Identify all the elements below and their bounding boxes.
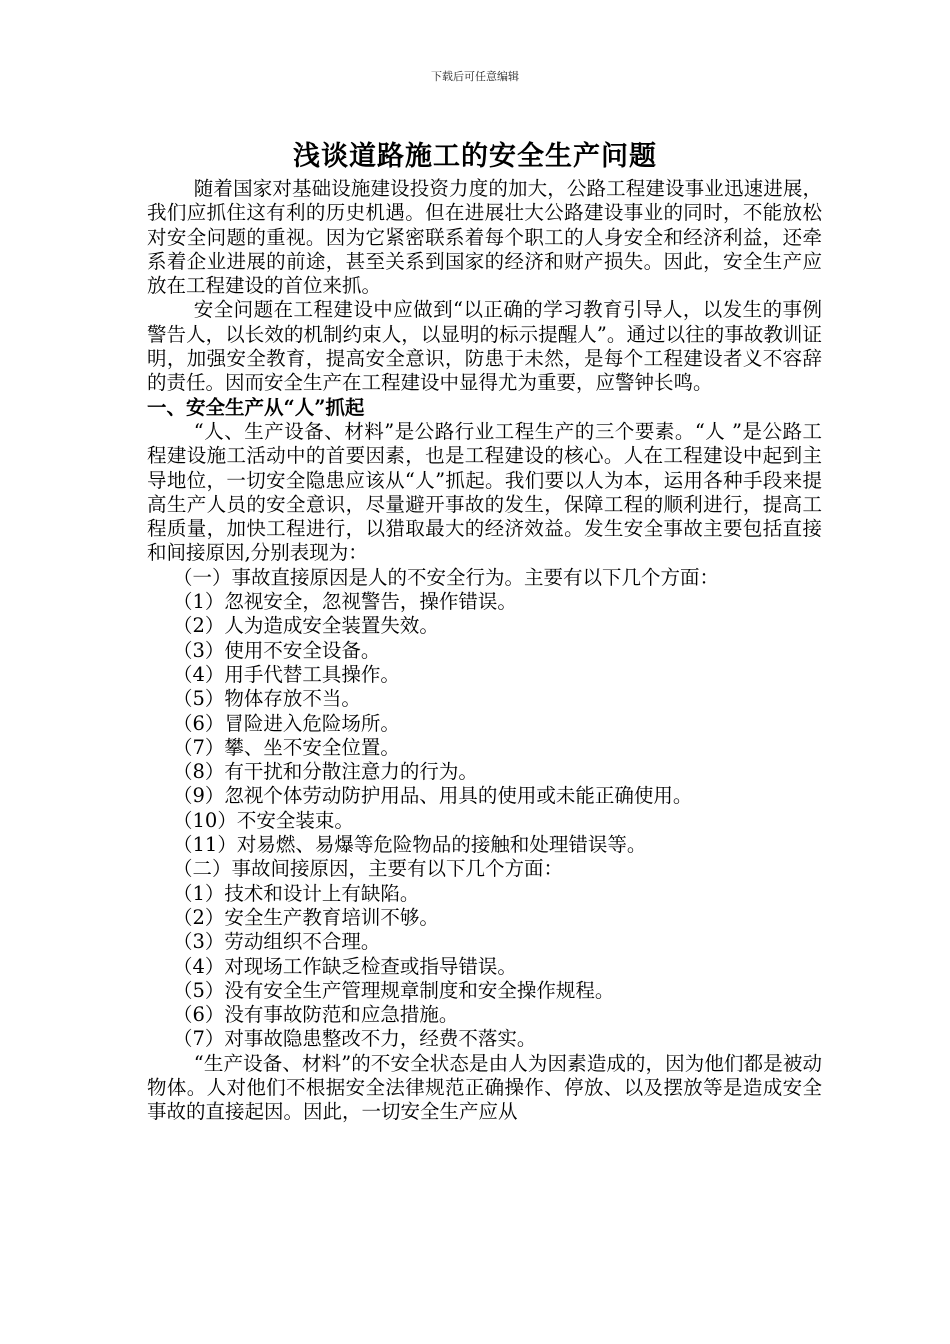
list-item: （2）安全生产教育培训不够。: [173, 905, 439, 929]
list-item: （11）对易燃、易爆等危险物品的接触和处理错误等。: [173, 833, 647, 857]
list-item: （8）有干扰和分散注意力的行为。: [173, 760, 478, 784]
list-item: （3）使用不安全设备。: [173, 638, 381, 662]
list-item: （2）人为造成安全装置失效。: [173, 614, 439, 638]
paragraph-equipment-materials: “生产设备、材料”的不安全状态是由人为因素造成的，因为他们都是被动物体。人对他们不根据安全法律规范正确操作、停放、以及摆放等是造成安全事故的直接起因。因此，一切安全生产应从: [147, 1051, 822, 1124]
list-item: （9）忽视个体劳动防护用品、用具的使用或未能正确使用。: [173, 784, 693, 808]
list-item: （7）攀、坐不安全位置。: [173, 735, 400, 759]
page-header: 下载后可任意编辑: [431, 70, 519, 83]
list-item: （6）冒险进入危险场所。: [173, 711, 400, 735]
list-item: （4）用手代替工具操作。: [173, 662, 400, 686]
list-item: （10）不安全装束。: [173, 808, 354, 832]
list-item: （1）忽视安全，忽视警告，操作错误。: [173, 590, 517, 614]
list-item: （3）劳动组织不合理。: [173, 930, 381, 954]
list-item: （5）没有安全生产管理规章制度和安全操作规程。: [173, 978, 615, 1002]
list-item: （7）对事故隐患整改不力，经费不落实。: [173, 1027, 537, 1051]
list-item: （4）对现场工作缺乏检查或指导错误。: [173, 954, 517, 978]
document-body: [147, 177, 822, 1125]
document-title: 浅谈道路施工的安全生产问题: [293, 141, 657, 172]
indirect-causes-list: [147, 882, 822, 1052]
list-item: （6）没有事故防范和应急措施。: [173, 1003, 459, 1027]
direct-causes-list: [147, 590, 822, 857]
section-heading-people: 一、安全生产从“人”抓起: [147, 395, 365, 419]
list-item: （1）技术和设计上有缺陷。: [173, 881, 420, 905]
paragraph-safety-principles: 安全问题在工程建设中应做到“以正确的学习教育引导人，以发生的事例警告人，以长效的机制约束人，以显明的标示提醒人”。通过以往的事故教训证明，加强安全教育，提高安全意识，防患于未然，是每个工程建设者义不容辞的责任。因而安全生产在工程建设中显得尤为重要，应警钟长鸣。: [147, 298, 822, 395]
direct-causes-heading: （一）事故直接原因是人的不安全行为。主要有以下几个方面：: [173, 565, 720, 589]
indirect-causes-heading: （二）事故间接原因，主要有以下几个方面：: [173, 857, 564, 881]
paragraph-intro: 随着国家对基础设施建设投资力度的加大，公路工程建设事业迅速进展，我们应抓住这有利的历史机遇。但在进展壮大公路建设事业的同时，不能放松对安全问题的重视。因为它紧密联系着每个职工的人身安全和经济利益，还牵系着企业进展的前途，甚至关系到国家的经济和财产损失。因此，安全生产应放在工程建设的首位来抓。: [147, 177, 822, 298]
paragraph-three-elements: “人、生产设备、材料”是公路行业工程生产的三个要素。“人 ”是公路工程建设施工活动中的首要因素，也是工程建设的核心。人在工程建设中起到主导地位，一切安全隐患应该从“人”抓起。我们要以人为本，运用各种手段来提高生产人员的安全意识，尽量避开事故的发生，保障工程的顺利进行，提高工程质量，加快工程进行，以猎取最大的经济效益。发生安全事故主要包括直接和间接原因,分别表现为：: [147, 419, 822, 565]
list-item: （5）物体存放不当。: [173, 687, 361, 711]
